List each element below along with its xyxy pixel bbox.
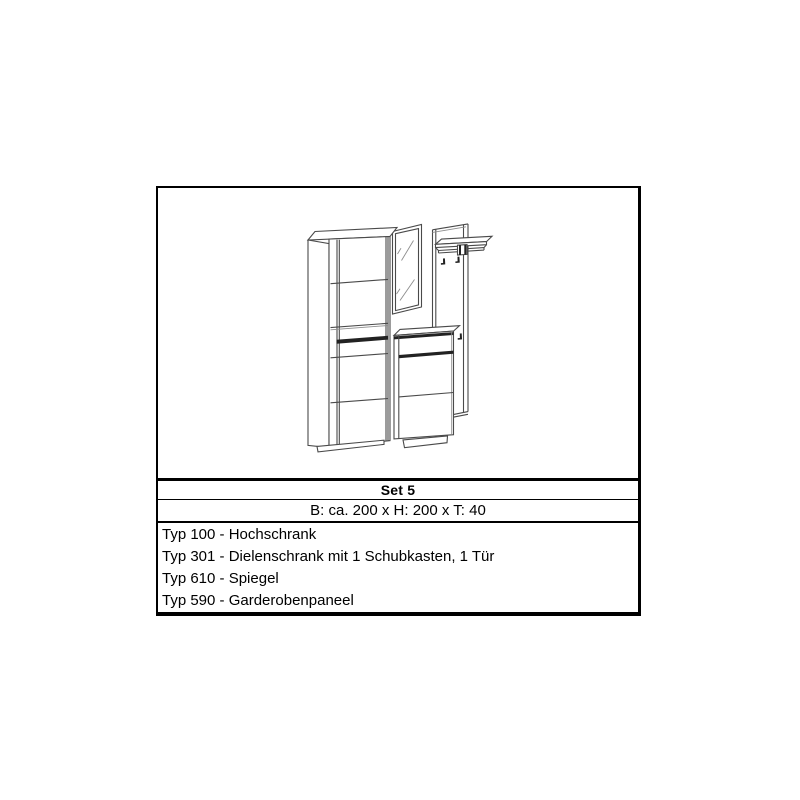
item-text: Typ 100 - Hochschrank [162,525,317,543]
hochschrank-drawing [308,228,397,452]
list-item [158,545,638,567]
set-title: Set 5 [380,482,416,498]
list-item [158,523,638,545]
furniture-line-drawing [158,188,638,478]
list-item [158,590,638,612]
dimensions-text: B: ca. 200 x H: 200 x T: 40 [310,502,486,519]
spiegel-drawing [393,225,422,315]
furniture-illustration [158,188,638,481]
list-item [158,568,638,590]
item-text: Typ 590 - Garderobenpaneel [162,592,354,610]
dimensions-row [158,500,638,523]
item-text: Typ 301 - Dielenschrank mit 1 Schubkasten, 1 Tür [162,547,495,565]
set-title-row [158,481,638,500]
furniture-spec-card [156,186,641,616]
item-text: Typ 610 - Spiegel [162,570,279,588]
dielenschrank-drawing [394,326,460,448]
item-list [158,523,638,612]
